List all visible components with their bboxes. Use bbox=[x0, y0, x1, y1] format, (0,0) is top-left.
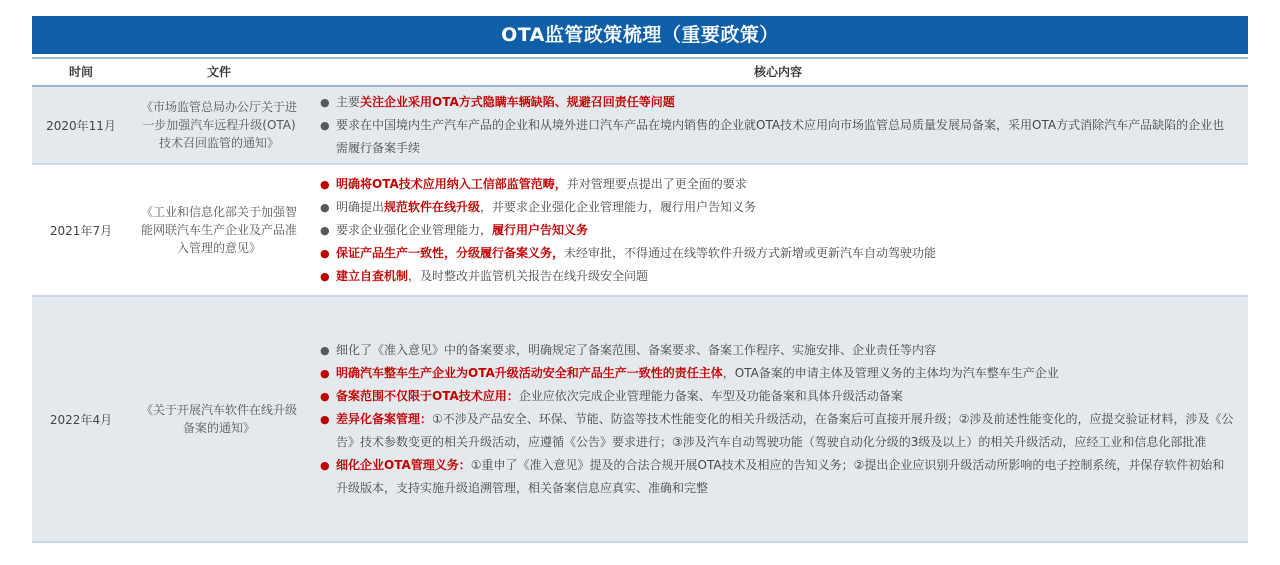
bullet-text: 细化了《准入意见》中的备案要求，明确规定了备案范围、备案要求、备案工作程序、实施安排、企业责任等内容 bbox=[336, 342, 937, 357]
row-time: 2021年7月 bbox=[49, 223, 113, 238]
bullet-item bbox=[320, 91, 1236, 114]
bullet-item bbox=[320, 362, 1236, 385]
bullet-dot-icon: ● bbox=[320, 269, 330, 283]
bullet-item bbox=[320, 454, 1236, 500]
header-core: 核心内容 bbox=[753, 65, 802, 79]
bullet-dot-icon: ● bbox=[320, 343, 330, 357]
row-core bbox=[308, 165, 1248, 295]
table-row bbox=[32, 297, 1248, 543]
bullet-dot-icon: ● bbox=[320, 200, 330, 214]
bullet-item bbox=[320, 242, 1236, 265]
row-time: 2022年4月 bbox=[49, 412, 113, 427]
bullet-dot-icon: ● bbox=[320, 389, 330, 403]
bullet-item bbox=[320, 385, 1236, 408]
bullet-text: 企业应依次完成企业管理能力备案、车型及功能备案和具体升级活动备案 bbox=[518, 388, 903, 403]
bullet-dot-icon: ● bbox=[320, 223, 330, 237]
bullet-item bbox=[320, 114, 1236, 160]
bullet-text: 要求企业强化企业管理能力， bbox=[336, 222, 493, 237]
row-time: 2020年11月 bbox=[46, 118, 116, 133]
bullet-text: ①不涉及产品安全、环保、节能、防盗等技术性能变化的相关升级活动，在备案后可直接开展升级；②涉及前述性能变化的，应提交验证材料，涉及《公告》技术参数变更的相关升级活动，应遵循《公告》要求进行；③涉及汽车自动驾驶功能（驾驶自动化分级的3级及以上）的相关升级活动，应经工业和信息化部批准 bbox=[336, 411, 1234, 449]
bullet-dot-icon: ● bbox=[320, 95, 330, 109]
bullet-highlight: 备案范围不仅限于OTA技术应用： bbox=[336, 388, 519, 403]
bullet-item bbox=[320, 265, 1236, 288]
bullet-dot-icon: ● bbox=[320, 366, 330, 380]
bullet-item bbox=[320, 408, 1236, 454]
bullet-highlight: 细化企业OTA管理义务： bbox=[336, 457, 471, 472]
bullet-highlight: 建立自查机制 bbox=[336, 268, 409, 283]
bullet-dot-icon: ● bbox=[320, 412, 330, 426]
row-core bbox=[308, 297, 1248, 541]
bullet-text: ，及时整改并监管机关报告在线升级安全问题 bbox=[408, 268, 649, 283]
row-doc: 《市场监管总局办公厅关于进一步加强汽车远程升级(OTA)技术召回监管的通知》 bbox=[140, 100, 297, 150]
table-row bbox=[32, 87, 1248, 165]
bullet-highlight: 明确将OTA技术应用纳入工信部监管范畴， bbox=[336, 176, 567, 191]
row-core bbox=[308, 87, 1248, 163]
bullet-highlight: 差异化备案管理： bbox=[336, 411, 433, 426]
table-header bbox=[32, 57, 1248, 87]
bullet-highlight: 规范软件在线升级 bbox=[384, 199, 481, 214]
bullet-highlight: 保证产品生产一致性，分级履行备案义务， bbox=[336, 245, 565, 260]
bullet-highlight: 履行用户告知义务 bbox=[492, 222, 589, 237]
bullet-text: ，OTA备案的申请主体及管理义务的主体均为汽车整车生产企业 bbox=[722, 365, 1059, 380]
bullet-text: 主要 bbox=[336, 94, 361, 109]
bullet-dot-icon: ● bbox=[320, 458, 330, 472]
row-doc: 《工业和信息化部关于加强智能网联汽车生产企业及产品准入管理的意见》 bbox=[140, 205, 297, 255]
table-title: OTA监管政策梳理（重要政策） bbox=[32, 16, 1248, 54]
table-row bbox=[32, 165, 1248, 297]
bullet-text: 明确提出 bbox=[336, 199, 385, 214]
header-doc: 文件 bbox=[206, 65, 231, 79]
bullet-text: ①重申了《准入意见》提及的合法合规开展OTA技术及相应的告知义务；②提出企业应识别升级活动所影响的电子控制系统，并保存软件初始和升级版本，支持实施升级追溯管理，相关备案信息应真实、准确和完整 bbox=[336, 457, 1225, 495]
bullet-text: 要求在中国境内生产汽车产品的企业和从境外进口汽车产品在境内销售的企业就OTA技术应用向市场监管总局质量发展局备案，采用OTA方式消除汽车产品缺陷的企业也需履行备案手续 bbox=[336, 117, 1225, 155]
bullet-item bbox=[320, 196, 1236, 219]
bullet-item bbox=[320, 173, 1236, 196]
bullet-dot-icon: ● bbox=[320, 118, 330, 132]
bullet-highlight: 明确汽车整车生产企业为OTA升级活动安全和产品生产一致性的责任主体 bbox=[336, 365, 723, 380]
row-doc: 《关于开展汽车软件在线升级备案的通知》 bbox=[140, 403, 297, 435]
bullet-dot-icon: ● bbox=[320, 177, 330, 191]
bullet-item bbox=[320, 219, 1236, 242]
bullet-dot-icon: ● bbox=[320, 246, 330, 260]
header-time: 时间 bbox=[68, 65, 93, 79]
bullet-text: 并对管理要点提出了更全面的要求 bbox=[566, 176, 747, 191]
bullet-text: ，并要求企业强化企业管理能力，履行用户告知义务 bbox=[480, 199, 757, 214]
bullet-text: 未经审批，不得通过在线等软件升级方式新增或更新汽车自动驾驶功能 bbox=[564, 245, 937, 260]
bullet-item bbox=[320, 339, 1236, 362]
policy-table bbox=[32, 16, 1248, 543]
bullet-highlight: 关注企业采用OTA方式隐瞒车辆缺陷、规避召回责任等问题 bbox=[360, 94, 675, 109]
